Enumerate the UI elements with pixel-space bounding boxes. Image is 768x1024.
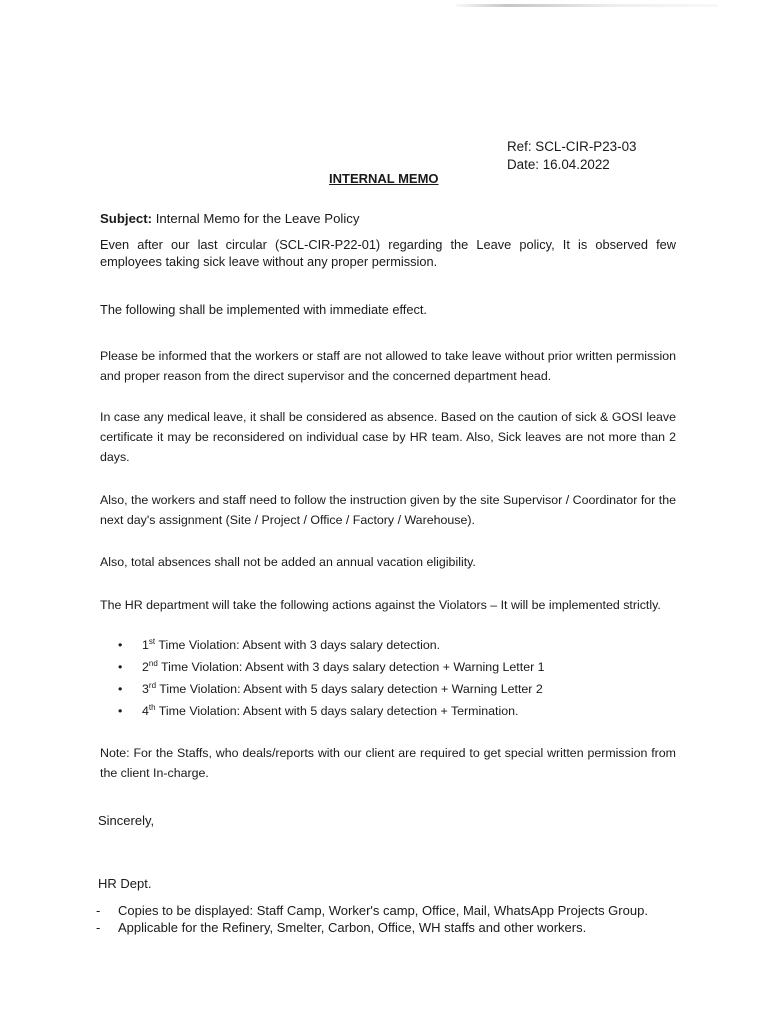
- paragraph-permission: Please be informed that the workers or staff are not allowed to take leave without prior written permission and proper reason from the direct supervisor and the concerned department head.: [100, 349, 676, 383]
- reference-number: Ref: SCL-CIR-P23-03: [507, 139, 637, 154]
- subject-line: [100, 211, 359, 226]
- paragraph-intro: Even after our last circular (SCL-CIR-P22-01) regarding the Leave policy, It is observed few employees taking sick leave without any proper permission.: [100, 237, 676, 269]
- list-item: • 4th Time Violation: Absent with 5 days salary detection + Termination.: [118, 700, 545, 722]
- list-item: • 1st Time Violation: Absent with 3 days salary detection.: [118, 634, 545, 656]
- bullet-icon: •: [118, 704, 123, 718]
- paragraph-instructions: Also, the workers and staff need to follow the instruction given by the site Supervisor / Coordinator for the next day's assignment (Site / Project / Office / Factory / Warehouse).: [100, 493, 676, 527]
- violation-list: [118, 634, 545, 722]
- paragraph-actions: The HR department will take the following actions against the Violators – It will be implemented strictly.: [100, 598, 661, 612]
- signatory: HR Dept.: [98, 876, 152, 891]
- dash-icon: -: [96, 903, 101, 918]
- bullet-icon: •: [118, 682, 123, 696]
- paragraph-medical-leave: In case any medical leave, it shall be considered as absence. Based on the caution of sick & GOSI leave certificate it may be reconsidered on individual case by HR team. Also, Sick leaves are not more than 2 days.: [100, 410, 676, 464]
- closing-sincerely: Sincerely,: [98, 813, 155, 828]
- paragraph-vacation: Also, total absences shall not be added an annual vacation eligibility.: [100, 555, 476, 569]
- list-item: • 2nd Time Violation: Absent with 3 days salary detection + Warning Letter 1: [118, 656, 545, 678]
- list-item: - Copies to be displayed: Staff Camp, Worker's camp, Office, Mail, WhatsApp Projects Group.: [96, 903, 648, 918]
- list-item: • 3rd Time Violation: Absent with 5 days salary detection + Warning Letter 2: [118, 678, 545, 700]
- bullet-icon: •: [118, 660, 123, 674]
- list-item: - Applicable for the Refinery, Smelter, Carbon, Office, WH staffs and other workers.: [96, 920, 587, 935]
- dash-icon: -: [96, 920, 101, 935]
- paragraph-note: Note: For the Staffs, who deals/reports with our client are required to get special written permission from the client In-charge.: [100, 746, 676, 780]
- bullet-icon: •: [118, 638, 123, 652]
- memo-date: Date: 16.04.2022: [507, 157, 610, 172]
- memo-title: INTERNAL MEMO: [329, 171, 439, 186]
- subject-text: Internal Memo for the Leave Policy: [152, 211, 360, 226]
- scan-artifact: [456, 4, 718, 7]
- paragraph-effect: The following shall be implemented with immediate effect.: [100, 302, 427, 317]
- subject-label: Subject:: [100, 211, 153, 226]
- notes-list: [96, 902, 648, 936]
